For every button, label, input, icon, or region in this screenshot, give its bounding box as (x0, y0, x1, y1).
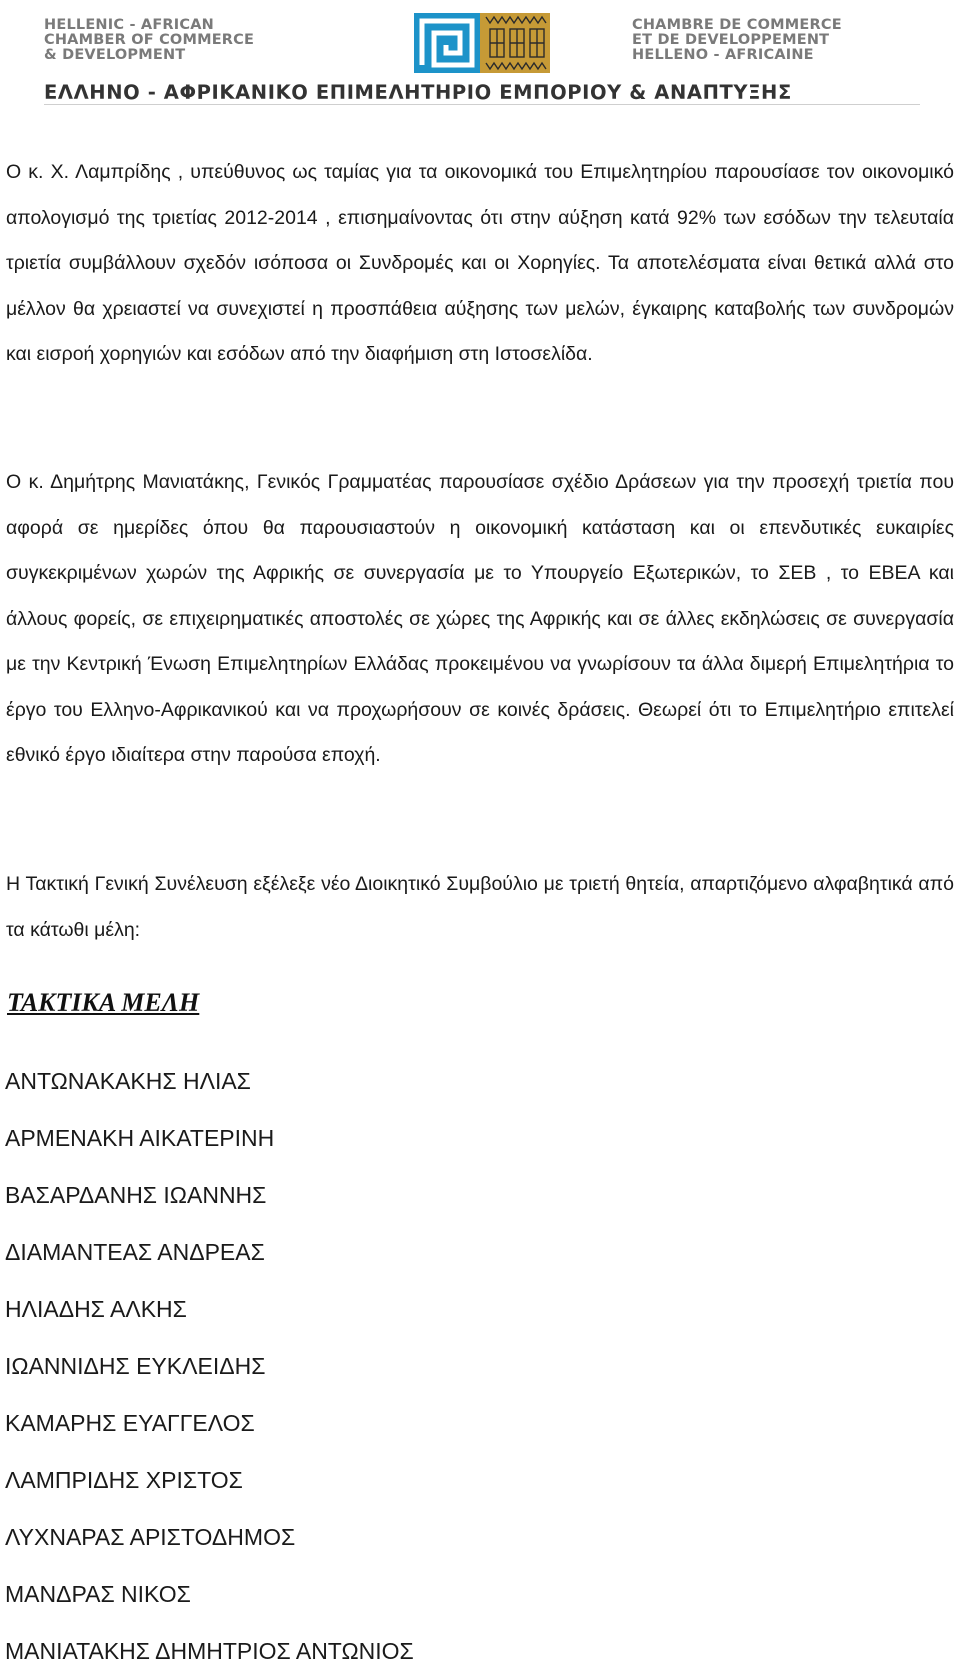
member-name: ΗΛΙΑΔΗΣ ΑΛΚΗΣ (5, 1296, 187, 1322)
letterhead-divider (44, 104, 920, 105)
chamber-logo (414, 13, 550, 73)
treasurer-report-paragraph: Ο κ. Χ. Λαμπρίδης , υπεύθυνος ως ταμίας για τα οικονομικά του Επιμελητηρίου παρουσίασε τον οικονομικό απολογισμό της τριετίας 2012-2014 , επισημαίνοντας ότι στην αύξηση κατά 92% των εσόδων την τελευταία τριετία συμβάλλουν σχεδόν ισόποσα οι Συνδρομές και οι Χορηγίες. Τα αποτελέσματα είναι θετικά αλλά στο μέλλον θα χρειαστεί να συνεχιστεί η προσπάθεια αύξησης των μελών, έγκαιρης καταβολής των συνδρομών και εισροή χορηγιών και εσόδων από την διαφήμιση στη Ιστοσελίδα. (6, 161, 954, 365)
member-name: ΑΡΜΕΝΑΚΗ ΑΙΚΑΤΕΡΙΝΗ (5, 1125, 275, 1151)
regular-members-heading: ΤΑΚΤΙΚΑ ΜΕΛΗ (7, 988, 200, 1017)
member-name: ΛΑΜΠΡΙΔΗΣ ΧΡΙΣΤΟΣ (5, 1467, 243, 1493)
member-name: ΚΑΜΑΡΗΣ ΕΥΑΓΓΕΛΟΣ (5, 1410, 255, 1436)
letterhead-french-name (632, 18, 932, 63)
letterhead (0, 0, 960, 110)
member-name: ΔΙΑΜΑΝΤΕΑΣ ΑΝΔΡΕΑΣ (5, 1239, 265, 1265)
letterhead-line: CHAMBER OF COMMERCE (44, 32, 255, 48)
letterhead-line: HELLENIC - AFRICAN (44, 17, 214, 33)
member-name: ΙΩΑΝΝΙΔΗΣ ΕΥΚΛΕΙΔΗΣ (5, 1353, 266, 1379)
letterhead-line: HELLENO - AFRICAINE (632, 47, 814, 63)
member-name: ΒΑΣΑΡΔΑΝΗΣ ΙΩΑΝΝΗΣ (5, 1182, 267, 1208)
member-name: ΜΑΝΙΑΤΑΚΗΣ ΔΗΜΗΤΡΙΟΣ ΑΝΤΩΝΙΟΣ (5, 1638, 414, 1664)
member-name: ΜΑΝΔΡΑΣ ΝΙΚΟΣ (5, 1581, 191, 1607)
board-election-paragraph: Η Τακτική Γενική Συνέλευση εξέλεξε νέο Διοικητικό Συμβούλιο με τριετή θητεία, απαρτιζόμενο αλφαβητικά από τα κάτωθι μέλη: (6, 873, 954, 941)
letterhead-line: & DEVELOPMENT (44, 47, 186, 63)
letterhead-line: CHAMBRE DE COMMERCE (632, 17, 842, 33)
letterhead-line: ET DE DEVELOPPEMENT (632, 32, 830, 48)
members-list (5, 1053, 414, 1680)
member-name: ΛΥΧΝΑΡΑΣ ΑΡΙΣΤΟΔΗΜΟΣ (5, 1524, 296, 1550)
member-name: ΑΝΤΩΝΑΚΑΚΗΣ ΗΛΙΑΣ (5, 1068, 251, 1094)
letterhead-english-name (44, 18, 344, 63)
letterhead-greek-name: ΕΛΛΗΝΟ - ΑΦΡΙΚΑΝΙΚΟ ΕΠΙΜΕΛΗΤΗΡΙΟ ΕΜΠΟΡΙΟΥ & ΑΝΑΠΤΥΞΗΣ (44, 81, 792, 104)
secretary-plan-paragraph: Ο κ. Δημήτρης Μανιατάκης, Γενικός Γραμματέας παρουσίασε σχέδιο Δράσεων για την προσεχή τριετία που αφορά σε ημερίδες όπου θα παρουσιαστούν η οικονομική κατάσταση και οι επενδυτικές ευκαιρίες συγκεκριμένων χωρών της Αφρικής σε συνεργασία με το Υπουργείο Εξωτερικών, το ΣΕΒ , το ΕΒΕΑ και άλλους φορείς, σε επιχειρηματικές αποστολές σε χώρες της Αφρικής και σε άλλες εκδηλώσεις σε συνεργασία με την Κεντρική Ένωση Επιμελητηρίων Ελλάδας προκειμένου να γνωρίσουν τα άλλα διμερή Επιμελητήρια το έργο του Ελληνο-Αφρικανικού και να προχωρήσουν σε κοινές δράσεις. Θεωρεί ότι το Επιμελητήριο επιτελεί εθνικό έργο ιδιαίτερα στην παρούσα εποχή. (6, 471, 954, 766)
